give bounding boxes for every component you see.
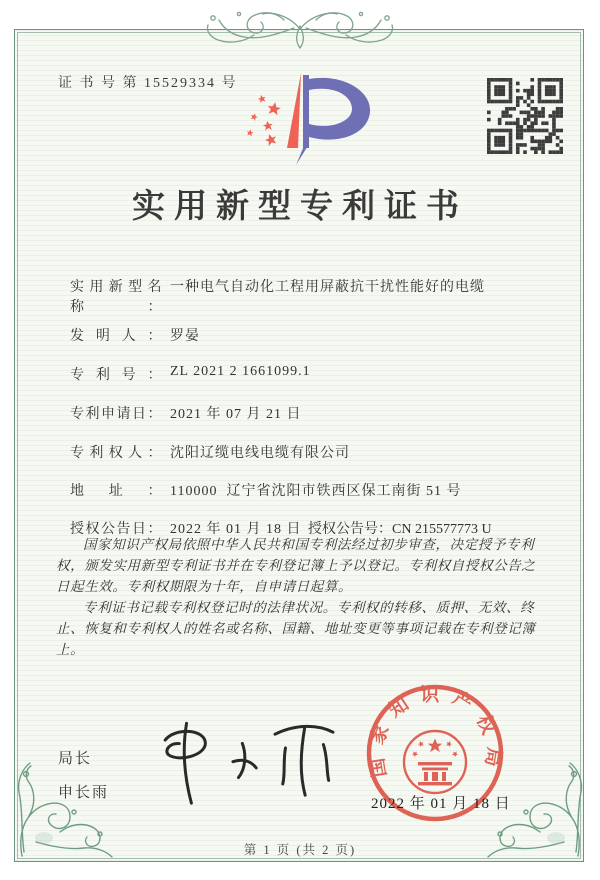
field-value: 2021 年 07 月 21 日 — [170, 407, 302, 422]
field-value-grant-number: CN 215577773 U — [392, 522, 492, 537]
signoff-name: 申长雨 — [58, 785, 110, 801]
field-value: ZL 2021 2 1661099.1 — [170, 364, 311, 379]
national-emblem — [404, 731, 466, 793]
legal-text-block — [56, 534, 546, 660]
logo-purple-p — [296, 75, 370, 165]
logo-stars — [246, 94, 282, 147]
field-value-grant-date: 2022 年 01 月 18 日 — [170, 522, 302, 537]
field-label: 发明人： — [70, 329, 162, 344]
field-label-grant-date: 授权公告日： — [70, 522, 162, 537]
field-label: 专利权人： — [70, 446, 162, 461]
signoff-role: 局长 — [58, 751, 93, 767]
field-label: 专利号： — [70, 368, 162, 383]
cnipa-logo — [240, 68, 380, 174]
field-value: 110000 辽宁省沈阳市铁西区保工南街 51 号 — [170, 484, 462, 499]
legal-paragraph-2: 专利证书记载专利权登记时的法律状况。专利权的转移、质押、无效、终止、恢复和专利权人的姓名或名称、国籍、地址变更等事项记载在专利登记簿上。 — [56, 600, 536, 657]
certificate-title: 实用新型专利证书 — [132, 189, 468, 225]
commissioner-signature — [148, 715, 358, 810]
field-value: 一种电气自动化工程用屏蔽抗干扰性能好的电缆 — [170, 280, 485, 295]
field-label: 地址： — [70, 484, 162, 499]
field-value: 沈阳辽缆电线电缆有限公司 — [170, 446, 350, 461]
field-label-grant-number: 授权公告号： — [308, 522, 392, 537]
legal-paragraph-1: 国家知识产权局依照中华人民共和国专利法经过初步审查，决定授予专利权，颁发实用新型专利证书并在专利登记簿上予以登记。专利权自授权公告之日起生效。专利权期限为十年，自申请日起算。 — [56, 537, 536, 594]
certificate-number: 证 书 号 第 15529334 号 — [58, 76, 238, 91]
signoff-block — [58, 747, 109, 802]
seal-date: 2022 年 01 月 18 日 — [371, 796, 511, 812]
field-label: 专利申请日： — [70, 407, 162, 422]
field-label: 实用新型名称： — [70, 280, 162, 315]
page-number: 第 1 页 (共 2 页) — [243, 843, 357, 857]
top-flourish-ornament — [150, 2, 450, 56]
field-value: 罗晏 — [170, 329, 200, 344]
seal-circular-text: 国家知识产权局 — [365, 684, 505, 780]
logo-red-wedge — [287, 73, 301, 148]
qr-code — [487, 78, 563, 154]
